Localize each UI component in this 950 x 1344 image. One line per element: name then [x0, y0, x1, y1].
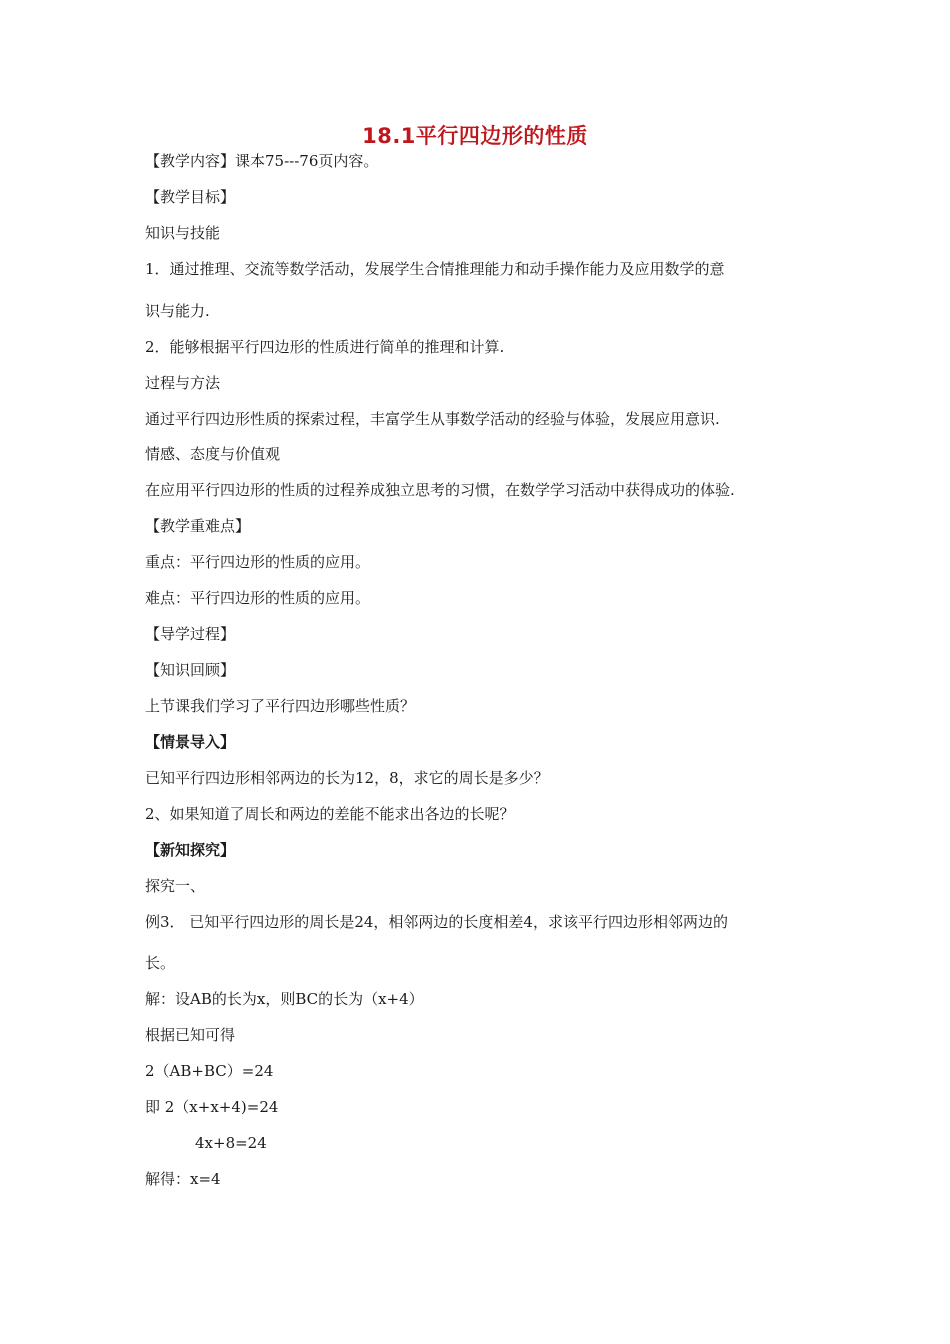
- process-method-heading: 过程与方法: [145, 374, 221, 392]
- solution-setup: 解：设AB的长为x，则BC的长为（x+4）: [145, 990, 424, 1008]
- equation-2: 即 2（x+x+4)=24: [145, 1098, 279, 1116]
- example-3-line-1: 例3． 已知平行四边形的周长是24，相邻两边的长度相差4，求该平行四边形相邻两边的: [145, 913, 728, 931]
- equation-1: 2（AB+BC）=24: [145, 1062, 274, 1080]
- solution-result: 解得：x=4: [145, 1170, 221, 1188]
- given-statement: 根据已知可得: [145, 1026, 236, 1044]
- knowledge-skills-heading: 知识与技能: [145, 224, 221, 242]
- equation-3: 4x+8=24: [195, 1134, 267, 1152]
- difficult-point: 难点：平行四边形的性质的应用。: [145, 589, 371, 607]
- goal-1-line-2: 识与能力.: [145, 302, 210, 320]
- goal-2: 2．能够根据平行四边形的性质进行简单的推理和计算.: [145, 338, 505, 356]
- key-points-heading: 【教学重难点】: [145, 517, 251, 535]
- attitude-values-heading: 情感、态度与价值观: [145, 445, 281, 463]
- example-3-line-2: 长。: [145, 954, 176, 972]
- review-heading: 【知识回顾】: [145, 661, 236, 679]
- new-knowledge-heading: 【新知探究】: [145, 841, 236, 859]
- page-title: 18.1平行四边形的性质: [362, 124, 588, 148]
- guided-process-heading: 【导学过程】: [145, 625, 236, 643]
- goal-1-line-1: 1．通过推理、交流等数学活动，发展学生合情推理能力和动手操作能力及应用数学的意: [145, 260, 725, 278]
- teaching-goals-heading: 【教学目标】: [145, 188, 236, 206]
- review-question: 上节课我们学习了平行四边形哪些性质？: [145, 697, 416, 715]
- exploration-one: 探究一、: [145, 877, 206, 895]
- scenario-heading: 【情景导入】: [145, 733, 236, 751]
- scenario-question-2: 2、如果知道了周长和两边的差能不能求出各边的长呢？: [145, 805, 515, 823]
- process-method-text: 通过平行四边形性质的探索过程，丰富学生从事数学活动的经验与体验，发展应用意识.: [145, 410, 720, 428]
- teaching-content: 【教学内容】课本75---76页内容。: [145, 152, 379, 170]
- attitude-values-text: 在应用平行四边形的性质的过程养成独立思考的习惯，在数学学习活动中获得成功的体验.: [145, 481, 735, 499]
- scenario-question-1: 已知平行四边形相邻两边的长为12，8，求它的周长是多少？: [145, 769, 549, 787]
- key-point: 重点：平行四边形的性质的应用。: [145, 553, 371, 571]
